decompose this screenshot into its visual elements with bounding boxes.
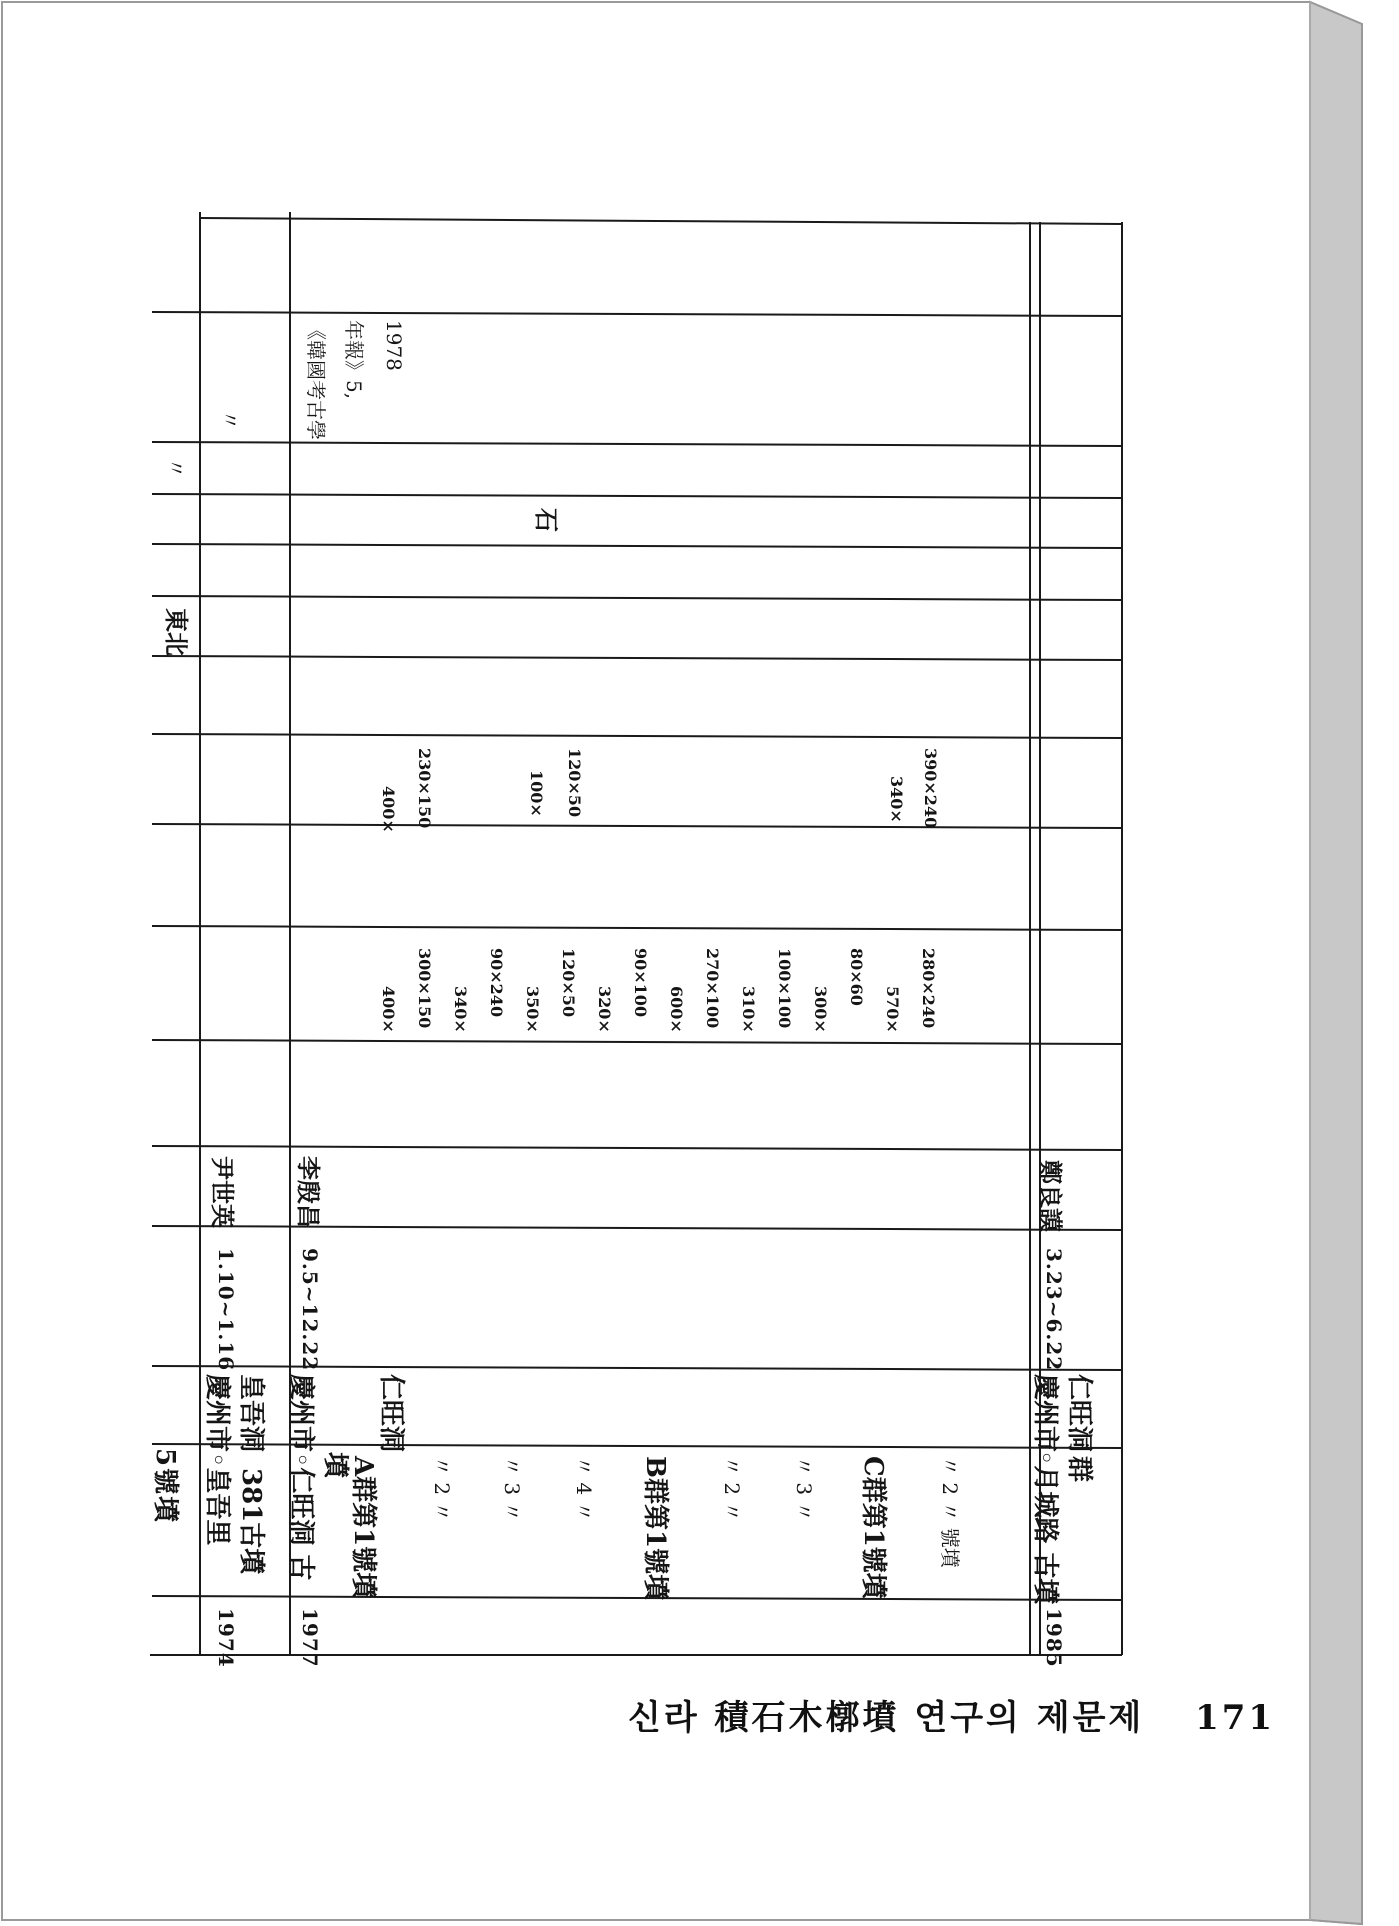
sub-item: 〃 2 〃 號墳 <box>938 1456 962 1568</box>
year-1974: 1974 <box>214 1608 238 1668</box>
header-label: 5號墳 <box>150 1448 180 1525</box>
reference-line-1: 《韓國考古學 <box>304 320 328 440</box>
dimension-value: 230×150 <box>415 748 434 829</box>
dimension-value: 300×150 <box>415 948 434 1029</box>
dimension-value: 90×100 <box>631 948 650 1018</box>
location-1985-line2: 仁旺洞 <box>1064 1374 1094 1453</box>
running-footer <box>628 1690 1275 1739</box>
sub-item: 〃 4 〃 <box>572 1456 596 1522</box>
site-name-1974-line2: 381古墳 <box>236 1468 266 1575</box>
sub-item: A群第1號墳 <box>348 1456 378 1599</box>
dimension-value: 350× <box>523 986 542 1033</box>
dimension-value: 310× <box>739 986 758 1033</box>
header-direction: 東北 <box>162 608 191 656</box>
sub-item: 〃 3 〃 <box>500 1456 524 1522</box>
location-1985: 慶州市 <box>1030 1374 1060 1453</box>
site-name-1974: ◦皇吾里 <box>202 1452 232 1546</box>
header-ditto-2: 〃 <box>218 410 242 430</box>
location-1974-line2: 皇吾洞 <box>236 1374 266 1453</box>
dimension-value: 100× <box>527 770 546 817</box>
dimension-value: 120×50 <box>565 748 584 818</box>
dimension-value: 300× <box>811 986 830 1033</box>
person-1985: 鄭良謨 <box>1036 1160 1065 1232</box>
site-name-1985-line2: 群 <box>1064 1456 1094 1483</box>
site-name-1977: ◦仁旺洞 古 <box>286 1452 316 1581</box>
reference-line-3: 1978 <box>382 320 406 371</box>
dimension-value: 280×240 <box>919 948 938 1029</box>
dimension-value: 400× <box>379 986 398 1033</box>
running-title: 신라 積石木槨墳 연구의 제문제 <box>628 1698 1145 1738</box>
site-name-1977-line2: 墳 <box>320 1452 350 1479</box>
sub-item: 〃 2 〃 <box>430 1456 454 1522</box>
dimension-value: 320× <box>595 986 614 1033</box>
sub-item: 〃 2 〃 <box>720 1456 744 1522</box>
material-note: 石 <box>532 508 561 532</box>
dimension-value: 120×50 <box>559 948 578 1018</box>
year-1985: 1985 <box>1042 1608 1066 1668</box>
dimension-value: 400× <box>379 786 398 833</box>
sub-item: B群第1號墳 <box>640 1456 670 1601</box>
dimension-value: 270×100 <box>703 948 722 1029</box>
location-1977: 慶州市 <box>286 1374 316 1453</box>
location-1977-line2: 仁旺洞 <box>376 1374 406 1453</box>
site-name-1985: ◦月城路 古墳 <box>1030 1450 1060 1605</box>
reference-line-2: 年報》5, <box>342 320 366 400</box>
person-1974: 尹世英 <box>208 1156 237 1228</box>
header-ditto-1: 〃 <box>164 458 188 478</box>
person-1977: 李殷昌 <box>294 1156 323 1228</box>
dimension-value: 340× <box>887 776 906 823</box>
dimension-value: 600× <box>667 986 686 1033</box>
dimension-value: 570× <box>883 986 902 1033</box>
dimension-value: 100×100 <box>775 948 794 1029</box>
dimension-value: 90×240 <box>487 948 506 1018</box>
date-1985: 3.23~6.22 <box>1042 1248 1066 1372</box>
location-1974: 慶州市 <box>202 1374 232 1453</box>
sub-item: 〃 3 〃 <box>792 1456 816 1522</box>
dimension-value: 340× <box>451 986 470 1033</box>
date-1977: 9.5~12.22 <box>298 1248 322 1372</box>
date-1974: 1.10~1.16 <box>214 1248 238 1372</box>
page-number: 171 <box>1195 1698 1276 1738</box>
dimension-value: 80×60 <box>847 948 866 1006</box>
dimension-value: 390×240 <box>921 748 940 829</box>
year-1977: 1977 <box>298 1608 322 1668</box>
sub-item: C群第1號墳 <box>858 1456 888 1599</box>
